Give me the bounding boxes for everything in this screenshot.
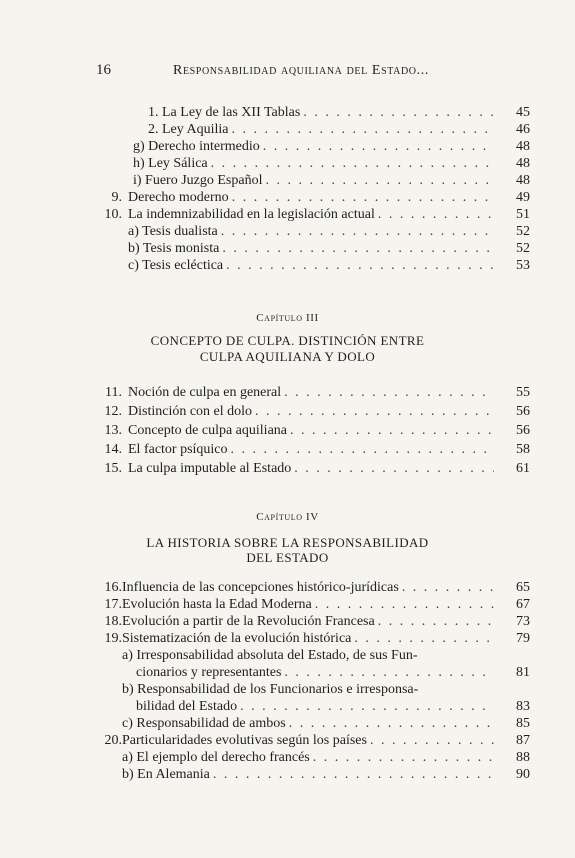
toc-line[interactable] bbox=[148, 104, 494, 121]
dot-leader bbox=[378, 613, 494, 630]
entry-page-number: 85 bbox=[516, 716, 530, 731]
entry-page-number: 49 bbox=[516, 190, 530, 205]
entry-page-number: 53 bbox=[516, 258, 530, 273]
entry-label: La indemnizabilidad en la legislación actual bbox=[128, 207, 375, 222]
entry-label: a) El ejemplo del derecho francés bbox=[122, 750, 310, 765]
entry-label: Derecho moderno bbox=[128, 190, 229, 205]
dot-leader bbox=[231, 441, 494, 458]
toc-line[interactable] bbox=[122, 732, 494, 749]
dot-leader bbox=[232, 189, 494, 206]
chapter-3-title-line-2: CULPA AQUILIANA Y DOLO bbox=[199, 349, 376, 364]
dot-leader bbox=[284, 664, 494, 681]
entry-number: 18. bbox=[104, 614, 122, 629]
dot-leader bbox=[255, 403, 494, 420]
page-number: 16 bbox=[96, 62, 111, 78]
chapter-3-label: Capítulo III bbox=[256, 312, 319, 324]
toc-line[interactable] bbox=[128, 223, 494, 240]
chapter-4-label: Capítulo IV bbox=[256, 511, 319, 523]
entry-label[interactable]: b) Responsabilidad de los Funcionarios e irresponsa- bbox=[122, 682, 419, 697]
entry-label: Sistematización de la evolución histórica bbox=[122, 631, 352, 646]
dot-leader bbox=[294, 460, 494, 477]
toc-line[interactable] bbox=[128, 206, 494, 223]
dot-leader bbox=[222, 240, 494, 257]
entry-label: 1. La Ley de las XII Tablas bbox=[148, 105, 301, 120]
entry-label: b) Tesis monista bbox=[128, 241, 220, 256]
entry-page-number: 55 bbox=[516, 385, 530, 400]
entry-label: c) Responsabilidad de ambos bbox=[122, 716, 286, 731]
entry-page-number: 48 bbox=[516, 173, 530, 188]
entry-number: 17. bbox=[104, 597, 122, 612]
dot-leader bbox=[263, 138, 494, 155]
dot-leader bbox=[402, 579, 494, 596]
dot-leader bbox=[303, 104, 494, 121]
entry-page-number: 45 bbox=[516, 105, 530, 120]
entry-page-number: 65 bbox=[516, 580, 530, 595]
entry-page-number: 87 bbox=[516, 733, 530, 748]
entry-label: El factor psíquico bbox=[128, 442, 228, 457]
entry-label: Distinción con el dolo bbox=[128, 404, 253, 419]
entry-label: Concepto de culpa aquiliana bbox=[128, 423, 287, 438]
toc-line[interactable] bbox=[133, 138, 494, 155]
entry-page-number: 48 bbox=[516, 139, 530, 154]
entry-page-number: 90 bbox=[516, 767, 530, 782]
toc-line[interactable] bbox=[122, 749, 494, 766]
entry-label: Evolución hasta la Edad Moderna bbox=[122, 597, 312, 612]
page-header bbox=[96, 62, 530, 82]
toc-line[interactable] bbox=[128, 441, 494, 458]
chapter-3-title-line-1: CONCEPTO DE CULPA. DISTINCIÓN ENTRE bbox=[150, 333, 425, 348]
toc-line[interactable] bbox=[148, 121, 494, 138]
toc-line[interactable] bbox=[133, 155, 494, 172]
chapter-4-title-line-2: DEL ESTADO bbox=[246, 550, 329, 565]
toc-line[interactable] bbox=[122, 596, 494, 613]
toc-line[interactable] bbox=[122, 630, 494, 647]
entry-number: 9. bbox=[111, 190, 122, 205]
dot-leader bbox=[289, 715, 494, 732]
toc-line[interactable] bbox=[128, 403, 494, 420]
entry-label: 2. Ley Aquilia bbox=[148, 122, 229, 137]
toc-line[interactable] bbox=[122, 715, 494, 732]
entry-number: 16. bbox=[104, 580, 122, 595]
dot-leader bbox=[221, 223, 494, 240]
entry-page-number: 67 bbox=[516, 597, 530, 612]
entry-page-number: 52 bbox=[516, 241, 530, 256]
entry-number: 12. bbox=[104, 404, 122, 419]
toc-line[interactable] bbox=[122, 613, 494, 630]
entry-page-number: 79 bbox=[516, 631, 530, 646]
entry-page-number: 51 bbox=[516, 207, 530, 222]
entry-label: La culpa imputable al Estado bbox=[128, 461, 292, 476]
entry-label: Influencia de las concepciones histórico-jurídicas bbox=[122, 580, 399, 595]
entry-page-number: 52 bbox=[516, 224, 530, 239]
entry-page-number: 56 bbox=[516, 423, 530, 438]
entry-page-number: 58 bbox=[516, 442, 530, 457]
entry-label: b) En Alemania bbox=[122, 767, 210, 782]
entry-page-number: 83 bbox=[516, 699, 530, 714]
entry-number: 11. bbox=[105, 385, 122, 400]
entry-page-number: 81 bbox=[516, 665, 530, 680]
entry-number: 15. bbox=[104, 461, 122, 476]
toc-line[interactable] bbox=[128, 240, 494, 257]
dot-leader bbox=[240, 698, 494, 715]
chapter-4-title-line-1: LA HISTORIA SOBRE LA RESPONSABILIDAD bbox=[146, 535, 429, 550]
entry-page-number: 46 bbox=[516, 122, 530, 137]
toc-line[interactable] bbox=[128, 460, 494, 477]
entry-label: c) Tesis ecléctica bbox=[128, 258, 224, 273]
entry-number: 14. bbox=[104, 442, 122, 457]
entry-page-number: 61 bbox=[516, 461, 530, 476]
entry-number: 13. bbox=[104, 423, 122, 438]
entry-page-number: 73 bbox=[516, 614, 530, 629]
entry-page-number: 56 bbox=[516, 404, 530, 419]
dot-leader bbox=[232, 121, 495, 138]
toc-line[interactable] bbox=[136, 698, 494, 715]
dot-leader bbox=[354, 630, 494, 647]
entry-label[interactable]: a) Irresponsabilidad absoluta del Estado, de sus Fun- bbox=[122, 648, 418, 663]
dot-leader bbox=[226, 257, 494, 274]
entry-label: Evolución a partir de la Revolución Francesa bbox=[122, 614, 375, 629]
entry-number: 10. bbox=[104, 207, 122, 222]
entry-number: 20. bbox=[104, 733, 122, 748]
entry-label: Particularidades evolutivas según los países bbox=[122, 733, 367, 748]
toc-line[interactable] bbox=[128, 422, 494, 439]
entry-label: g) Derecho intermedio bbox=[133, 139, 260, 154]
entry-label: i) Fuero Juzgo Español bbox=[133, 173, 263, 188]
entry-page-number: 48 bbox=[516, 156, 530, 171]
dot-leader bbox=[315, 596, 494, 613]
toc-line[interactable] bbox=[122, 766, 494, 783]
dot-leader bbox=[290, 422, 494, 439]
toc-line[interactable] bbox=[128, 189, 494, 206]
dot-leader bbox=[378, 206, 494, 223]
dot-leader bbox=[284, 384, 494, 401]
entry-page-number: 88 bbox=[516, 750, 530, 765]
entry-label: Noción de culpa en general bbox=[128, 385, 282, 400]
entry-label: a) Tesis dualista bbox=[128, 224, 218, 239]
entry-label: h) Ley Sálica bbox=[133, 156, 208, 171]
dot-leader bbox=[313, 749, 494, 766]
dot-leader bbox=[370, 732, 494, 749]
toc-line[interactable] bbox=[128, 257, 494, 274]
running-title: Responsabilidad aquiliana del Estado... bbox=[173, 63, 429, 78]
entry-number: 19. bbox=[104, 631, 122, 646]
entry-label-continued: bilidad del Estado bbox=[136, 699, 238, 714]
toc-line[interactable] bbox=[122, 579, 494, 596]
dot-leader bbox=[211, 155, 494, 172]
toc-line[interactable] bbox=[136, 664, 494, 681]
toc-line[interactable] bbox=[133, 172, 494, 189]
dot-leader bbox=[213, 766, 494, 783]
toc-line[interactable] bbox=[128, 384, 494, 401]
dot-leader bbox=[265, 172, 494, 189]
entry-label-continued: cionarios y representantes bbox=[136, 665, 282, 680]
